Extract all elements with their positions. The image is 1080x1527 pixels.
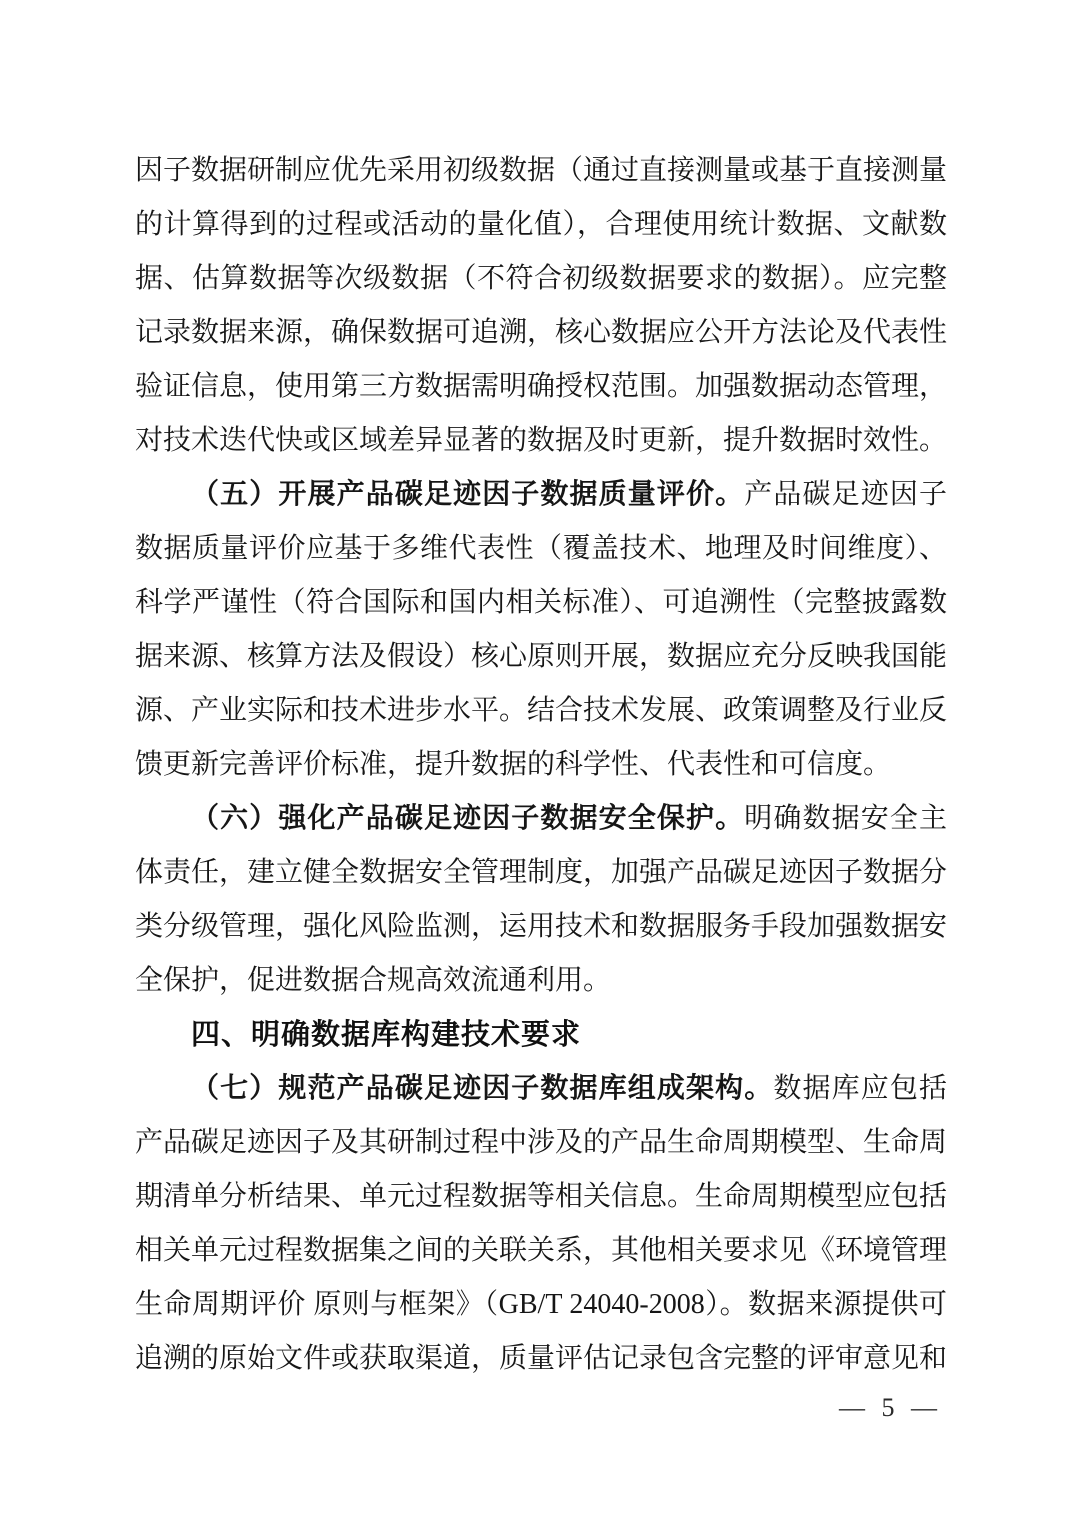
- paragraph-item-5: [135, 468, 947, 792]
- paragraph-lead: （七）规范产品碳足迹因子数据库组成架构。: [191, 1073, 774, 1104]
- paragraph-item-7: [135, 1062, 947, 1386]
- paragraph-item-6: [135, 792, 947, 1008]
- paragraph-continuation: [135, 144, 947, 468]
- paragraph-lead: （六）强化产品碳足迹因子数据安全保护。: [191, 803, 745, 834]
- section-heading-text: 四、明确数据库构建技术要求: [191, 1019, 582, 1051]
- paragraph-lead: （五）开展产品碳足迹因子数据质量评价。: [191, 479, 745, 510]
- section-heading-4: [135, 1008, 947, 1062]
- paragraph-text: 数据库应包括产品碳足迹因子及其研制过程中涉及的产品生命周期模型、生命周期清单分析结果、单元过程数据等相关信息。生命周期模型应包括相关单元过程数据集之间的关联关系，其他相关要求见《环境管理 生命周期评价 原则与框架》（GB/T 24040-2008）。数据来源提供可追溯的原始文件或获取渠道，质量评估记录包含完整的评审意见和: [135, 1073, 948, 1374]
- paragraph-text: 明确数据安全主体责任，建立健全数据安全管理制度，加强产品碳足迹因子数据分类分级管理，强化风险监测，运用技术和数据服务手段加强数据安全保护，促进数据合规高效流通利用。: [135, 803, 948, 996]
- page-number: — 5 —: [839, 1393, 942, 1422]
- paragraph-text: 因子数据研制应优先采用初级数据（通过直接测量或基于直接测量的计算得到的过程或活动的量化值），合理使用统计数据、文献数据、估算数据等次级数据（不符合初级数据要求的数据）。应完整记录数据来源，确保数据可追溯，核心数据应公开方法论及代表性验证信息，使用第三方数据需明确授权范围。加强数据动态管理，对技术迭代快或区域差异显著的数据及时更新，提升数据时效性。: [135, 155, 948, 456]
- paragraph-text: 产品碳足迹因子数据质量评价应基于多维代表性（覆盖技术、地理及时间维度）、科学严谨性（符合国际和国内相关标准）、可追溯性（完整披露数据来源、核算方法及假设）核心原则开展，数据应充分反映我国能源、产业实际和技术进步水平。结合技术发展、政策调整及行业反馈更新完善评价标准，提升数据的科学性、代表性和可信度。: [135, 479, 948, 780]
- document-body: [135, 144, 947, 1386]
